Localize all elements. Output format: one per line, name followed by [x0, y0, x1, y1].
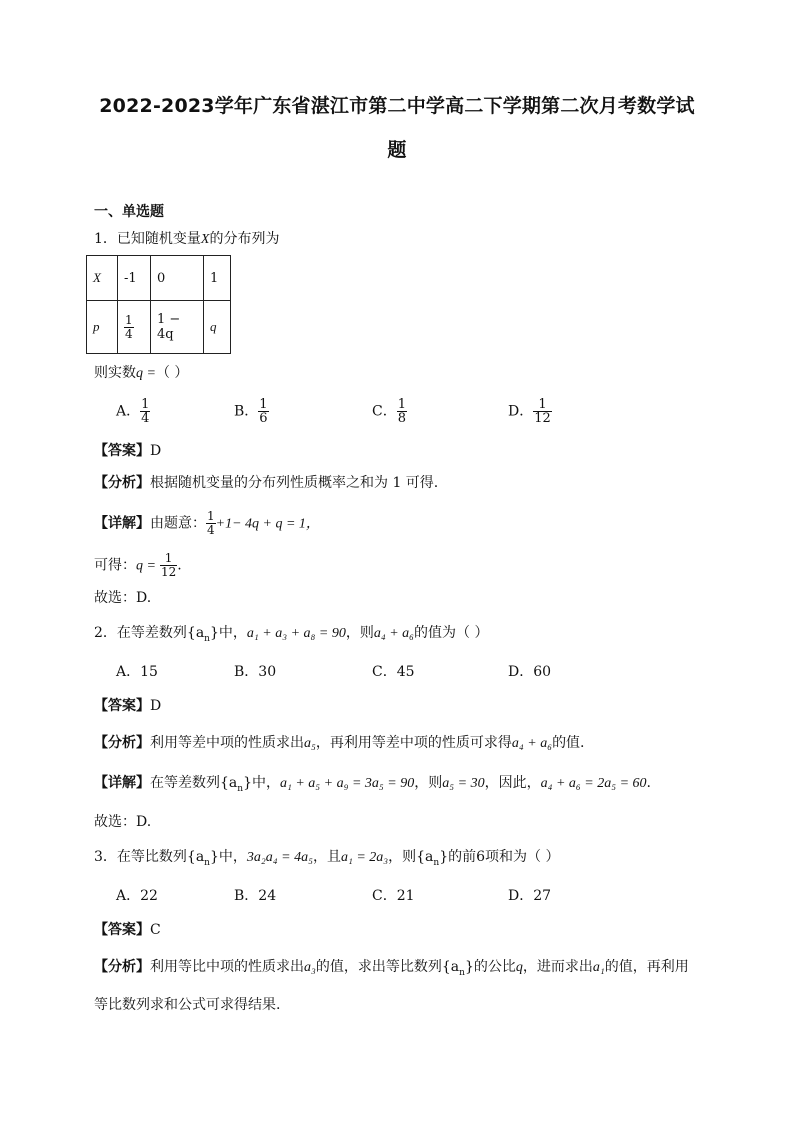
q1-option-b[interactable]: B． $\frac{1}{6}$ — [234, 397, 268, 426]
q3-option-d[interactable]: D．27 — [508, 888, 552, 904]
q1-question — [94, 363, 188, 384]
table-cell: 0 — [151, 256, 204, 301]
q1-stem-text: 1．已知随机变量 — [94, 231, 201, 247]
q2-detail: 【详解】在等差数列$\{a_n\}$中，a₁ + a₅ + a₉ = 3a₅ = 90，则a₅ = 30，因此，a₄ + a₆ = 2a₅ = 60. — [94, 775, 651, 794]
q2-answer: 【答案】D — [94, 698, 162, 714]
distribution-table — [86, 255, 231, 354]
q1-option-a[interactable]: A． $\frac{1}{4}$ — [116, 397, 150, 426]
q2-option-a[interactable]: A．15 — [116, 664, 158, 680]
section-heading: 一、单选题 — [94, 204, 164, 220]
table-cell: 1 — [204, 256, 231, 301]
q1-result: 可得：q = $\frac{1}{12}$ . — [94, 551, 182, 579]
q1-stem-var: X — [200, 232, 210, 247]
q3-analysis-line-2: 等比数列求和公式可求得结果. — [94, 997, 281, 1013]
table-cell: q — [204, 301, 231, 354]
q1-answer: 【答案】D — [94, 443, 162, 459]
table-cell: 1 − 4q — [151, 301, 204, 354]
title-line-2: 题 — [387, 139, 407, 161]
fraction: $\frac{1}{4}$ — [125, 312, 133, 341]
q2-choose: 故选：D. — [94, 814, 152, 830]
q2-option-d[interactable]: D．60 — [508, 664, 552, 680]
q2-option-c[interactable]: C．45 — [372, 664, 415, 680]
q3-option-c[interactable]: C．21 — [372, 888, 415, 904]
q1-option-c[interactable]: C． $\frac{1}{8}$ — [372, 397, 406, 426]
q2-stem: 2．在等差数列$\{a_n\}$中，a₁ + a₃ + a₈ = 90，则a₄ + a₆的值为（ ） — [94, 625, 489, 644]
q1-stem — [94, 229, 279, 250]
q1-question-tail: （ ） — [155, 365, 189, 381]
table-cell: p — [87, 301, 118, 354]
q3-answer: 【答案】C — [94, 922, 161, 938]
table-cell: -1 — [118, 256, 151, 301]
q1-choose: 故选：D. — [94, 590, 152, 606]
document-title — [60, 84, 734, 172]
q3-analysis: 【分析】利用等比中项的性质求出a₃的值，求出等比数列$\{a_n\}$的公比q，进而求出a₁的值，再利用 — [94, 959, 689, 978]
q3-stem: 3．在等比数列$\{a_n\}$中，3a₂a₄ = 4a₅，且a₁ = 2a₃，则$\{a_n\}$的前6项和为（ ） — [94, 849, 560, 868]
q1-stem-tail: 的分布列为 — [209, 231, 280, 247]
table-cell — [118, 301, 151, 354]
q2-analysis: 【分析】利用等差中项的性质求出a₅，再利用等差中项的性质可求得a₄ + a₆的值. — [94, 735, 585, 751]
q3-option-b[interactable]: B．24 — [234, 888, 277, 904]
q1-detail: 【详解】由题意： $\frac{1}{4}$ +1− 4q + q = 1， — [94, 509, 320, 537]
title-line-1: 2022-2023学年广东省湛江市第二中学高二下学期第二次月考数学试 — [99, 95, 695, 117]
q1-question-text: 则实数 — [94, 365, 136, 381]
q3-option-a[interactable]: A．22 — [116, 888, 158, 904]
table-cell: X — [87, 256, 118, 301]
q1-question-var: q = — [136, 366, 156, 381]
table-row — [87, 301, 231, 354]
q1-analysis: 【分析】根据随机变量的分布列性质概率之和为 1 可得. — [94, 475, 439, 491]
table-row — [87, 256, 231, 301]
q2-option-b[interactable]: B．30 — [234, 664, 277, 680]
q1-option-d[interactable]: D． $\frac{1}{12}$ — [508, 397, 551, 426]
